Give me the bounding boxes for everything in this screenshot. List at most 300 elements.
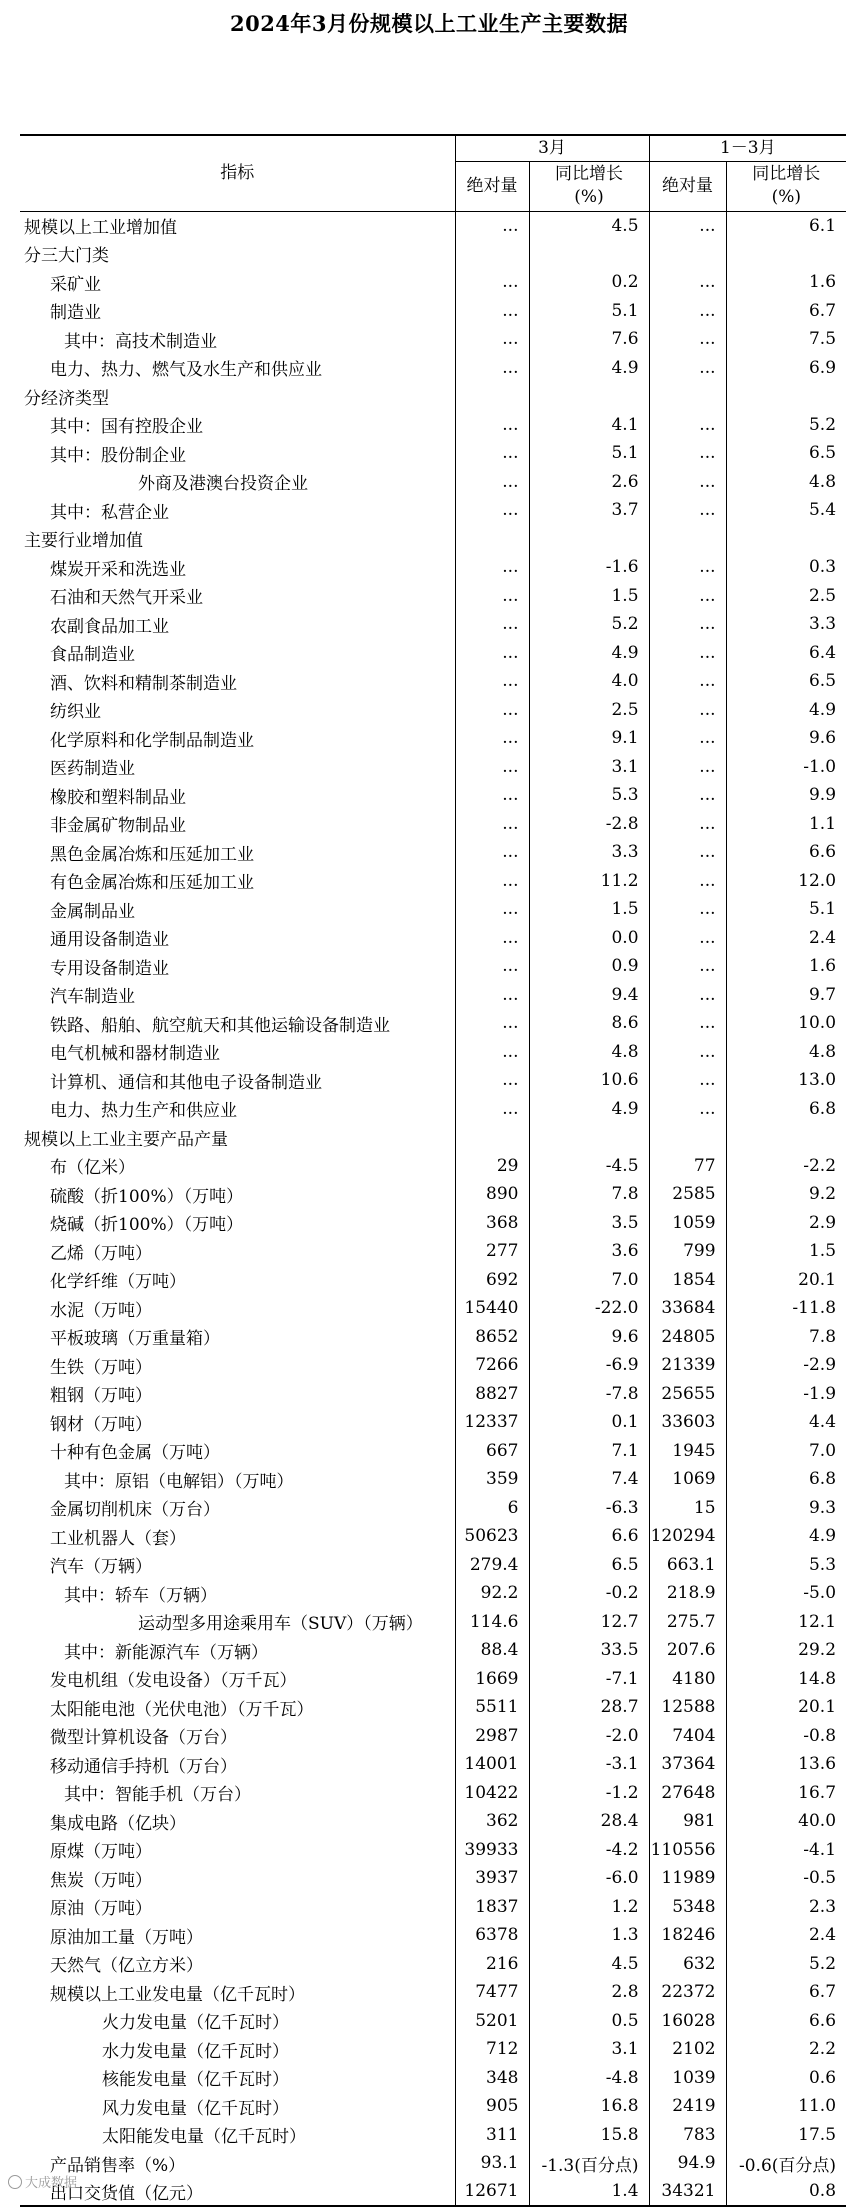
ytd-absolute-cell: ... (649, 838, 726, 867)
month-yoy-cell: 33.5 (529, 1636, 649, 1665)
ytd-absolute-cell: ... (649, 553, 726, 582)
ytd-absolute-cell (649, 525, 726, 554)
table-header (20, 135, 846, 211)
ytd-yoy-cell: 6.6 (808, 2010, 837, 2031)
row-label: 汽车制造业 (20, 981, 455, 1010)
ytd-absolute-cell: 33684 (649, 1294, 726, 1323)
ytd-yoy-cell: 9.7 (808, 984, 837, 1005)
table-row (20, 268, 846, 297)
month-yoy-cell: 0.9 (529, 952, 649, 981)
table-row (20, 297, 846, 326)
ytd-absolute-cell: 275.7 (649, 1608, 726, 1637)
month-yoy-cell: 9.1 (529, 724, 649, 753)
row-label: 化学纤维（万吨） (20, 1266, 455, 1295)
table-row (20, 952, 846, 981)
ytd-yoy-cell: 6.7 (808, 300, 837, 321)
ytd-yoy-cell: 0.3 (808, 557, 837, 578)
ytd-absolute-cell: 94.9 (649, 2149, 726, 2178)
table-row (20, 1095, 846, 1124)
row-label: 分经济类型 (20, 382, 455, 411)
ytd-yoy-cell: 5.2 (808, 1953, 837, 1974)
ytd-yoy-cell: 3.3 (808, 614, 837, 635)
ytd-yoy-cell: 6.7 (808, 1982, 837, 2003)
ytd-absolute-cell: 1059 (649, 1209, 726, 1238)
month-absolute-cell: 10422 (455, 1779, 529, 1808)
ytd-absolute-cell: ... (649, 753, 726, 782)
month-absolute-cell: 6378 (455, 1921, 529, 1950)
table-row (20, 1722, 846, 1751)
month-yoy-cell: 0.1 (529, 1408, 649, 1437)
table-row (20, 2007, 846, 2036)
row-label: 其中：高技术制造业 (20, 325, 455, 354)
ytd-yoy-cell: 2.5 (808, 585, 837, 606)
ytd-absolute-cell: 7404 (649, 1722, 726, 1751)
ytd-absolute-cell: 218.9 (649, 1579, 726, 1608)
row-label: 橡胶和塑料制品业 (20, 781, 455, 810)
row-label: 布（亿米） (20, 1152, 455, 1181)
yoy-header-line2: (%) (574, 187, 604, 207)
row-label: 平板玻璃（万重量箱） (20, 1323, 455, 1352)
month-yoy-cell: 2.6 (529, 468, 649, 497)
ytd-yoy-cell: 4.9 (808, 699, 837, 720)
month-yoy-cell: -2.8 (529, 810, 649, 839)
indicator-header: 指标 (20, 135, 455, 211)
table-row (20, 1636, 846, 1665)
table-row (20, 1266, 846, 1295)
yoy-header-line1: 同比增长 (555, 164, 623, 184)
row-label: 水泥（万吨） (20, 1294, 455, 1323)
month-yoy-cell: 15.8 (529, 2121, 649, 2150)
ytd-yoy-cell: 20.1 (798, 1269, 837, 1290)
month-absolute-cell: ... (455, 724, 529, 753)
ytd-absolute-cell: 1039 (649, 2064, 726, 2093)
month-absolute-cell: ... (455, 781, 529, 810)
month-absolute-cell: 8652 (455, 1323, 529, 1352)
row-label: 发电机组（发电设备）（万千瓦） (20, 1665, 455, 1694)
table-row (20, 1608, 846, 1637)
month-absolute-cell: 8827 (455, 1380, 529, 1409)
month-yoy-cell: 7.8 (529, 1180, 649, 1209)
ytd-yoy-cell: 0.8 (726, 2178, 846, 2207)
row-label: 制造业 (20, 297, 455, 326)
ytd-yoy-header (726, 161, 846, 211)
ytd-absolute-cell: 799 (649, 1237, 726, 1266)
month-absolute-cell: ... (455, 667, 529, 696)
month-yoy-cell: 3.6 (529, 1237, 649, 1266)
row-label: 电气机械和器材制造业 (20, 1038, 455, 1067)
ytd-absolute-cell: 34321 (649, 2178, 726, 2207)
row-label: 运动型多用途乘用车（SUV）（万辆） (20, 1608, 455, 1637)
month-yoy-cell: -3.1 (529, 1750, 649, 1779)
ytd-yoy-cell: 20.1 (798, 1697, 837, 1718)
month-absolute-cell: ... (455, 952, 529, 981)
month-absolute-cell: ... (455, 924, 529, 953)
row-label: 石油和天然气开采业 (20, 582, 455, 611)
ytd-yoy-cell: 10.0 (798, 1013, 837, 1034)
table-row (20, 1522, 846, 1551)
row-label: 医药制造业 (20, 753, 455, 782)
row-label: 其中：国有控股企业 (20, 411, 455, 440)
month-absolute-header: 绝对量 (455, 161, 529, 211)
watermark-text: 大成数据 (25, 2176, 78, 2191)
row-label: 电力、热力、燃气及水生产和供应业 (20, 354, 455, 383)
month-yoy-cell: -1.2 (529, 1779, 649, 1808)
ytd-absolute-cell: 981 (649, 1807, 726, 1836)
month-absolute-cell: 12337 (455, 1408, 529, 1437)
table-row (20, 2092, 846, 2121)
table-row (20, 610, 846, 639)
ytd-yoy-cell: 14.8 (798, 1668, 837, 1689)
month-yoy-cell (529, 382, 649, 411)
month-yoy-cell: 4.9 (529, 354, 649, 383)
month-absolute-cell: ... (455, 1009, 529, 1038)
month-yoy-cell: 3.1 (529, 753, 649, 782)
table-row (20, 496, 846, 525)
month-absolute-cell: 667 (455, 1437, 529, 1466)
month-absolute-cell: 5201 (455, 2007, 529, 2036)
ytd-yoy-cell: 13.0 (798, 1070, 837, 1091)
ytd-yoy-cell (726, 1123, 846, 1152)
month-yoy-cell: 11.2 (529, 867, 649, 896)
ytd-absolute-cell: ... (649, 411, 726, 440)
ytd-yoy-cell: 2.3 (808, 1896, 837, 1917)
table-row (20, 1066, 846, 1095)
month-absolute-cell: 311 (455, 2121, 529, 2150)
month-yoy-cell: 6.5 (529, 1551, 649, 1580)
ytd-yoy-cell: -2.2 (803, 1155, 837, 1176)
month-absolute-cell: ... (455, 838, 529, 867)
table-row (20, 1038, 846, 1067)
month-yoy-cell: 4.8 (529, 1038, 649, 1067)
table-row (20, 1380, 846, 1409)
ytd-yoy-cell: -2.9 (803, 1355, 837, 1376)
ytd-absolute-cell: ... (649, 1038, 726, 1067)
month-absolute-cell: ... (455, 496, 529, 525)
table-row (20, 2035, 846, 2064)
table-row (20, 696, 846, 725)
row-label: 移动通信手持机（万台） (20, 1750, 455, 1779)
row-label: 其中：原铝（电解铝）（万吨） (20, 1465, 455, 1494)
row-label: 有色金属冶炼和压延加工业 (20, 867, 455, 896)
month-yoy-cell: 4.5 (529, 1950, 649, 1979)
month-yoy-cell: 10.6 (529, 1066, 649, 1095)
month-absolute-cell: ... (455, 439, 529, 468)
table-row (20, 1323, 846, 1352)
month-yoy-cell: 1.3 (529, 1921, 649, 1950)
ytd-yoy-cell: 1.6 (808, 956, 837, 977)
table-row (20, 2121, 846, 2150)
ytd-absolute-cell: 24805 (649, 1323, 726, 1352)
row-label: 乙烯（万吨） (20, 1237, 455, 1266)
table-row (20, 1294, 846, 1323)
ytd-yoy-cell: 12.0 (798, 870, 837, 891)
ytd-absolute-cell: ... (649, 268, 726, 297)
table-row (20, 1437, 846, 1466)
ytd-yoy-cell: 7.5 (808, 329, 837, 350)
ytd-absolute-cell: 16028 (649, 2007, 726, 2036)
ytd-yoy-cell: 4.8 (808, 1041, 837, 1062)
row-label: 水力发电量（亿千瓦时） (20, 2035, 455, 2064)
ytd-absolute-cell: 77 (649, 1152, 726, 1181)
row-label: 天然气（亿立方米） (20, 1950, 455, 1979)
month-absolute-cell: 2987 (455, 1722, 529, 1751)
month-yoy-cell: 1.5 (529, 895, 649, 924)
ytd-absolute-cell: ... (649, 610, 726, 639)
month-yoy-cell: 0.5 (529, 2007, 649, 2036)
table-row (20, 924, 846, 953)
ytd-absolute-cell: 22372 (649, 1978, 726, 2007)
ytd-absolute-cell: 1945 (649, 1437, 726, 1466)
ytd-absolute-cell: 632 (649, 1950, 726, 1979)
ytd-yoy-cell: 13.6 (798, 1754, 837, 1775)
ytd-absolute-cell: ... (649, 354, 726, 383)
month-absolute-cell: 1837 (455, 1893, 529, 1922)
row-label: 通用设备制造业 (20, 924, 455, 953)
ytd-absolute-cell: ... (649, 297, 726, 326)
month-yoy-cell: -0.2 (529, 1579, 649, 1608)
yoy-header-line1: 同比增长 (752, 164, 821, 184)
ytd-yoy-cell: 1.6 (808, 272, 837, 293)
month-absolute-cell: 93.1 (455, 2149, 529, 2178)
page-title: 2024年3月份规模以上工业生产主要数据 (229, 11, 629, 36)
month-absolute-cell (455, 240, 529, 269)
month-yoy-cell: -4.2 (529, 1836, 649, 1865)
row-label: 专用设备制造业 (20, 952, 455, 981)
month-yoy-cell: 1.2 (529, 1893, 649, 1922)
table-row (20, 1209, 846, 1238)
month-absolute-cell: ... (455, 411, 529, 440)
row-label: 外商及港澳台投资企业 (20, 468, 455, 497)
ytd-absolute-cell: 21339 (649, 1351, 726, 1380)
table-row (20, 1180, 846, 1209)
month-yoy-cell: -22.0 (529, 1294, 649, 1323)
row-label: 食品制造业 (20, 639, 455, 668)
ytd-absolute-cell: 1069 (649, 1465, 726, 1494)
ytd-absolute-cell: ... (649, 496, 726, 525)
month-absolute-cell: 7477 (455, 1978, 529, 2007)
month-absolute-cell: 5511 (455, 1693, 529, 1722)
month-absolute-cell: ... (455, 468, 529, 497)
month-yoy-cell: -7.1 (529, 1665, 649, 1694)
month-yoy-cell: 9.4 (529, 981, 649, 1010)
month-yoy-cell: -6.9 (529, 1351, 649, 1380)
ytd-yoy-cell: 16.7 (798, 1782, 837, 1803)
row-label: 生铁（万吨） (20, 1351, 455, 1380)
ytd-yoy-cell (726, 525, 846, 554)
ytd-yoy-cell: -1.0 (803, 756, 837, 777)
ytd-absolute-cell: 15 (649, 1494, 726, 1523)
month-absolute-cell: 692 (455, 1266, 529, 1295)
ytd-yoy-cell: 4.9 (808, 1526, 837, 1547)
row-label: 集成电路（亿块） (20, 1807, 455, 1836)
row-label: 主要行业增加值 (20, 525, 455, 554)
watermark (8, 2172, 77, 2191)
ytd-yoy-cell: -1.9 (803, 1383, 837, 1404)
month-yoy-cell: 5.3 (529, 781, 649, 810)
ytd-absolute-cell: 120294 (649, 1522, 726, 1551)
row-label: 钢材（万吨） (20, 1408, 455, 1437)
ytd-absolute-cell: ... (649, 696, 726, 725)
ytd-absolute-cell: 27648 (649, 1779, 726, 1808)
month-yoy-cell: 12.7 (529, 1608, 649, 1637)
month-absolute-cell: 216 (455, 1950, 529, 1979)
ytd-yoy-cell (726, 382, 846, 411)
table-row (20, 2149, 846, 2178)
month-yoy-cell: 1.4 (529, 2178, 649, 2207)
month-yoy-cell: 0.0 (529, 924, 649, 953)
table-row (20, 553, 846, 582)
ytd-absolute-cell: 663.1 (649, 1551, 726, 1580)
month-absolute-cell: ... (455, 582, 529, 611)
ytd-yoy-cell: 5.2 (808, 414, 837, 435)
month-yoy-cell: 28.4 (529, 1807, 649, 1836)
ytd-yoy-cell: -0.8 (803, 1725, 837, 1746)
table-row (20, 667, 846, 696)
table-row (20, 1123, 846, 1152)
ytd-absolute-cell: 783 (649, 2121, 726, 2150)
month-absolute-cell: ... (455, 753, 529, 782)
table-row (20, 810, 846, 839)
row-label: 其中：智能手机（万台） (20, 1779, 455, 1808)
month-yoy-cell: -2.0 (529, 1722, 649, 1751)
row-label: 其中：新能源汽车（万辆） (20, 1636, 455, 1665)
ytd-absolute-cell: ... (649, 639, 726, 668)
month-yoy-cell: 5.1 (529, 297, 649, 326)
month-absolute-cell: ... (455, 696, 529, 725)
month-absolute-cell: ... (455, 297, 529, 326)
row-label: 其中：轿车（万辆） (20, 1579, 455, 1608)
month-absolute-cell: ... (455, 268, 529, 297)
month-absolute-cell: ... (455, 895, 529, 924)
month-absolute-cell: ... (455, 981, 529, 1010)
table-row (20, 1893, 846, 1922)
ytd-yoy-cell: 0.6 (808, 2067, 837, 2088)
month-yoy-cell: 0.2 (529, 268, 649, 297)
month-absolute-cell: ... (455, 1095, 529, 1124)
month-yoy-cell: -4.5 (529, 1152, 649, 1181)
month-yoy-cell: 16.8 (529, 2092, 649, 2121)
row-label: 太阳能电池（光伏电池）（万千瓦） (20, 1693, 455, 1722)
row-label: 其中：股份制企业 (20, 439, 455, 468)
ytd-absolute-cell: ... (649, 1009, 726, 1038)
table-row (20, 753, 846, 782)
month-yoy-cell: 5.2 (529, 610, 649, 639)
ytd-yoy-cell: 1.1 (808, 813, 837, 834)
ytd-yoy-cell: 4.8 (808, 471, 837, 492)
month-absolute-cell: 114.6 (455, 1608, 529, 1637)
ytd-absolute-header: 绝对量 (649, 161, 726, 211)
month-yoy-cell: 2.8 (529, 1978, 649, 2007)
ytd-absolute-cell: ... (649, 325, 726, 354)
month-absolute-cell: 6 (455, 1494, 529, 1523)
month-absolute-cell: 359 (455, 1465, 529, 1494)
month-yoy-cell: 4.9 (529, 1095, 649, 1124)
month-yoy-cell: -4.8 (529, 2064, 649, 2093)
ytd-absolute-cell: 33603 (649, 1408, 726, 1437)
ytd-yoy-cell: 5.1 (808, 899, 837, 920)
row-label: 分三大门类 (20, 240, 455, 269)
month-absolute-cell: ... (455, 354, 529, 383)
month-yoy-cell: 7.6 (529, 325, 649, 354)
month-absolute-cell (455, 1123, 529, 1152)
table-row (20, 1864, 846, 1893)
month-absolute-cell: ... (455, 639, 529, 668)
ytd-yoy-cell: 11.0 (798, 2096, 837, 2117)
row-label: 烧碱（折100%）（万吨） (20, 1209, 455, 1238)
row-label: 原煤（万吨） (20, 1836, 455, 1865)
ytd-absolute-cell: 2102 (649, 2035, 726, 2064)
row-label: 金属制品业 (20, 895, 455, 924)
row-label: 火力发电量（亿千瓦时） (20, 2007, 455, 2036)
table-row (20, 1978, 846, 2007)
table-row (20, 1693, 846, 1722)
row-label: 产品销售率（%） (20, 2149, 455, 2178)
row-label: 黑色金属冶炼和压延加工业 (20, 838, 455, 867)
ytd-yoy-cell: 2.4 (808, 927, 837, 948)
ytd-absolute-cell: 5348 (649, 1893, 726, 1922)
row-label: 采矿业 (20, 268, 455, 297)
month-absolute-cell: ... (455, 867, 529, 896)
month-absolute-cell: 279.4 (455, 1551, 529, 1580)
row-label: 焦炭（万吨） (20, 1864, 455, 1893)
ytd-absolute-cell: 207.6 (649, 1636, 726, 1665)
month-yoy-cell: -6.0 (529, 1864, 649, 1893)
month-absolute-cell: 39933 (455, 1836, 529, 1865)
ytd-yoy-cell: 5.4 (808, 500, 837, 521)
ytd-absolute-cell: ... (649, 924, 726, 953)
row-label: 出口交货值（亿元） (20, 2178, 455, 2207)
table-row (20, 1950, 846, 1979)
table-row (20, 639, 846, 668)
month-absolute-cell: 905 (455, 2092, 529, 2121)
ytd-absolute-cell: ... (649, 1095, 726, 1124)
ytd-absolute-cell (649, 240, 726, 269)
row-label: 规模以上工业主要产品产量 (20, 1123, 455, 1152)
ytd-absolute-cell: ... (649, 810, 726, 839)
ytd-absolute-cell: ... (649, 468, 726, 497)
month-yoy-cell: 4.9 (529, 639, 649, 668)
ytd-yoy-cell: 9.3 (808, 1497, 837, 1518)
month-absolute-cell: ... (455, 810, 529, 839)
ytd-absolute-cell: ... (649, 439, 726, 468)
row-label: 铁路、船舶、航空航天和其他运输设备制造业 (20, 1009, 455, 1038)
month-absolute-cell (455, 382, 529, 411)
table-row (20, 1579, 846, 1608)
ytd-absolute-cell: 25655 (649, 1380, 726, 1409)
ytd-absolute-cell: 11989 (649, 1864, 726, 1893)
table-row (20, 1836, 846, 1865)
table-row (20, 411, 846, 440)
table-row (20, 1807, 846, 1836)
row-label: 规模以上工业增加值 (20, 211, 455, 240)
ytd-absolute-cell: ... (649, 724, 726, 753)
row-label: 微型计算机设备（万台） (20, 1722, 455, 1751)
ytd-yoy-cell: 9.2 (808, 1184, 837, 1205)
table-row (20, 1551, 846, 1580)
month-yoy-cell: 4.0 (529, 667, 649, 696)
table-row (20, 895, 846, 924)
row-label: 汽车（万辆） (20, 1551, 455, 1580)
ytd-absolute-cell: 37364 (649, 1750, 726, 1779)
ytd-absolute-cell: ... (649, 582, 726, 611)
row-label: 计算机、通信和其他电子设备制造业 (20, 1066, 455, 1095)
ytd-yoy-cell: 6.8 (808, 1469, 837, 1490)
row-label: 原油加工量（万吨） (20, 1921, 455, 1950)
table-row (20, 240, 846, 269)
ytd-yoy-cell: 9.9 (808, 785, 837, 806)
month-yoy-cell: 8.6 (529, 1009, 649, 1038)
ytd-yoy-cell: 6.8 (808, 1098, 837, 1119)
